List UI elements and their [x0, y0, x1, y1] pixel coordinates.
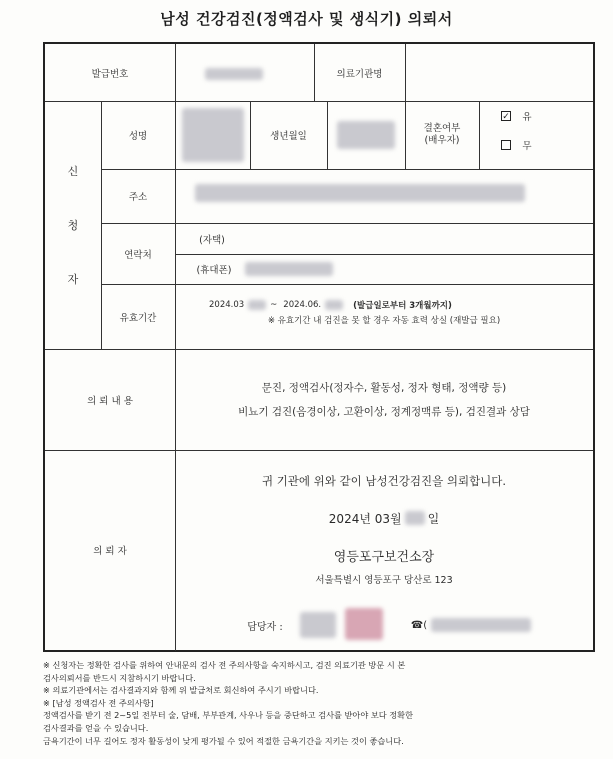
request-item-2: 비뇨기 검진(음경이상, 고환이상, 정계정맥류 등), 검진결과 상담 [238, 405, 530, 418]
request-item-1: 문진, 정액검사(정자수, 활동성, 정자 형태, 정액량 등) [261, 381, 507, 394]
birth-redacted [337, 121, 395, 149]
name-label: 성명 [128, 131, 148, 142]
mobile-redacted [245, 262, 333, 276]
mobile-phone-label: (휴대폰) [196, 265, 232, 276]
request-content-label: 의 뢰 내 용 [87, 395, 133, 407]
manager-label: 담당자 : [247, 621, 283, 633]
contact-label: 연락처 [124, 249, 152, 261]
address-label: 주소 [128, 192, 148, 203]
requester-label: 의 뢰 자 [93, 546, 127, 557]
married-label: 결혼여부 (배우자) [423, 123, 461, 146]
institution-label: 의료기관명 [336, 68, 383, 80]
validity-period: 2024.03 ~ 2024.06. (발급일로부터 3개월까지) [209, 300, 452, 311]
note-line: 정액검사를 받기 전 2~5일 전부터 술, 담배, 부부관계, 사우나 등을 중단하고 검사를 받아야 보다 정확한 [43, 710, 413, 721]
married-yes-checkbox[interactable]: ✓ [502, 112, 510, 122]
request-date: 2024년 03월 일 [328, 511, 440, 526]
name-redacted [182, 108, 244, 162]
address-redacted [195, 184, 525, 202]
page-title: 남성 건강검진(정액검사 및 생식기) 의뢰서 [160, 10, 453, 28]
manager-redacted [300, 612, 336, 638]
birth-label: 생년월일 [270, 131, 307, 142]
notes [43, 659, 603, 747]
request-form [43, 42, 595, 652]
issue-number-redacted [205, 68, 263, 80]
issue-number-label: 발급번호 [91, 68, 129, 80]
note-line: ※ 의료기관에서는 검사결과지와 함께 위 발급처로 회신하여 주시기 바랍니다. [43, 685, 319, 696]
note-line: 검사결과를 얻을 수 있습니다. [43, 722, 149, 733]
note-line: ※ [남성 정액검사 전 주의사항] [43, 697, 154, 708]
note-line: ※ 신청자는 정확한 검사를 위하여 안내문의 검사 전 주의사항을 숙지하시고, 검진 의료기관 방문 시 본 [43, 660, 406, 670]
applicant-label: 신 청 자 [67, 165, 79, 286]
married-no-checkbox[interactable] [501, 140, 511, 150]
married-no-label: 무 [522, 141, 532, 152]
note-line: 검사의뢰서를 반드시 지참하시기 바랍니다. [43, 672, 196, 683]
request-sentence: 귀 기관에 위와 같이 남성건강검진을 의뢰합니다. [261, 474, 507, 488]
stamp-redacted [345, 608, 383, 640]
office-name: 영등포구보건소장 [333, 549, 435, 565]
validity-label: 유효기간 [119, 312, 157, 324]
note-line: 금욕기간이 너무 길어도 정자 활동성이 낮게 평가될 수 있어 적절한 금욕기간을 지키는 것이 좋습니다. [43, 735, 404, 746]
validity-warning: ※ 유효기간 내 검진을 못 할 경우 자동 효력 상실 (재발급 필요) [267, 316, 501, 326]
married-yes-label: 유 [522, 112, 532, 123]
phone-icon: ☎( [410, 619, 428, 631]
manager-phone-redacted [431, 618, 531, 632]
office-address: 서울특별시 영등포구 당산로 123 [315, 575, 453, 586]
home-phone-label: (자택) [199, 234, 225, 246]
